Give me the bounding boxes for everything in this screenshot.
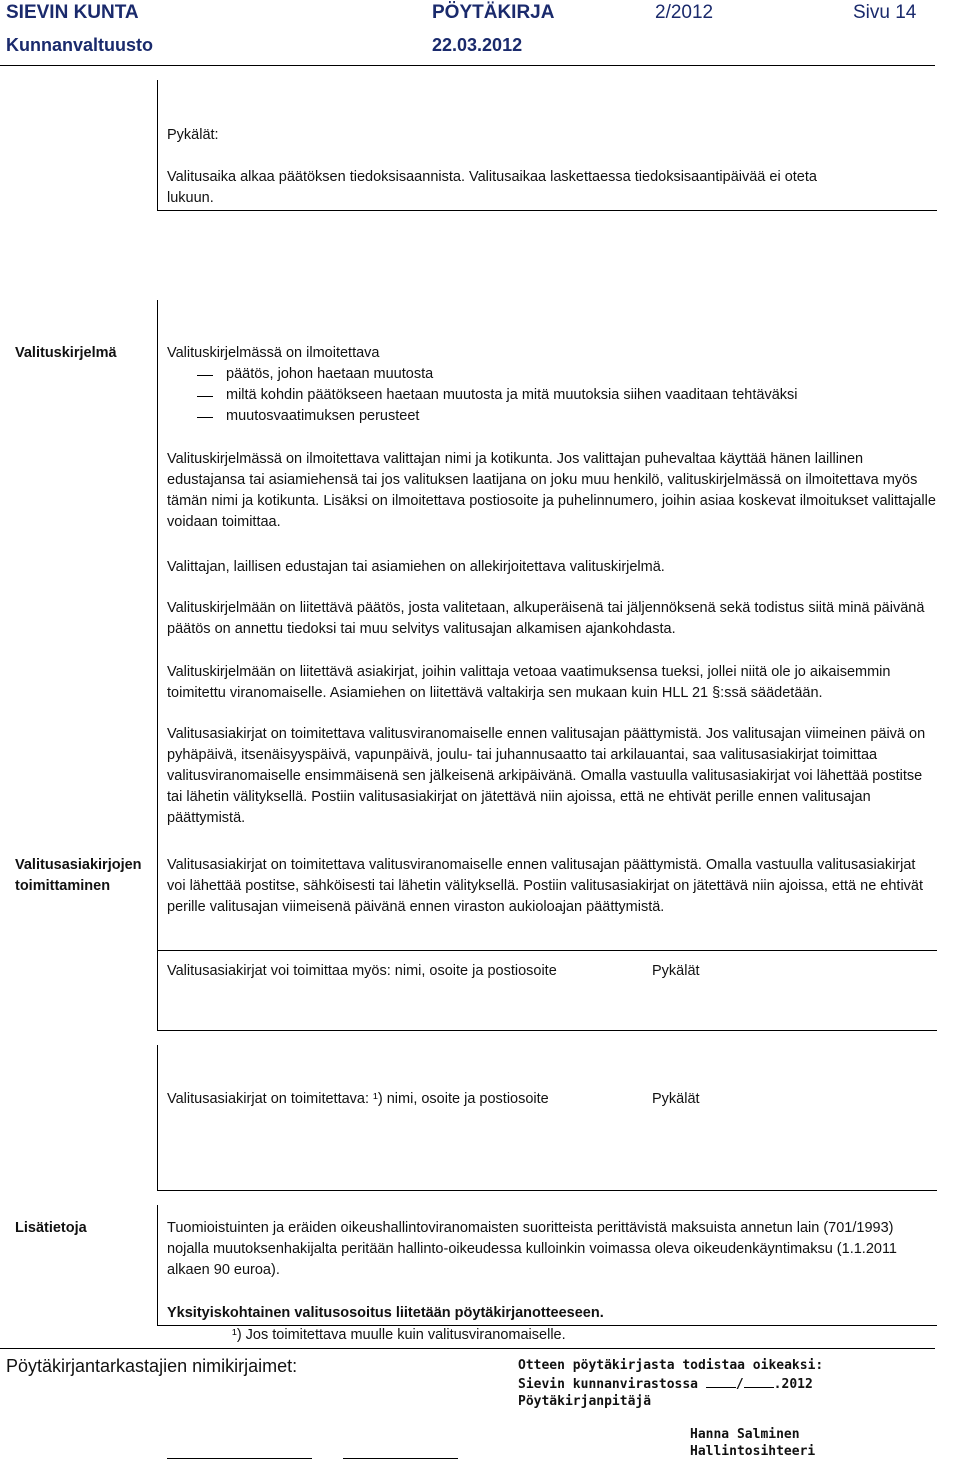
box3-left-rule [157, 950, 158, 1030]
page-number: Sivu 14 [853, 2, 917, 23]
row1-text: Valitusasiakirjat voi toimittaa myös: nimi, osoite ja postiosoite [167, 963, 557, 979]
box1-text: Valitusaika alkaa päätöksen tiedoksisaannista. Valitusaikaa laskettaessa tiedoksisaantipäivää ei oteta lukuun. [167, 169, 817, 206]
box5-left-rule [157, 1205, 158, 1325]
bold-note: Yksityiskohtainen valitusosoitus liitetään pöytäkirjanotteeseen. [167, 1305, 604, 1321]
signature-line-1 [167, 1458, 312, 1459]
doc-number: 2/2012 [655, 2, 714, 23]
bullet-item-3: muutosvaatimuksen perusteet [226, 408, 420, 424]
box4-bottom-rule [157, 1190, 937, 1191]
signatures-label: Pöytäkirjantarkastajien nimikirjaimet: [6, 1356, 298, 1376]
valituskirjelma-intro: Valituskirjelmässä on ilmoitettava [167, 345, 380, 361]
row2-label: Pykälät [652, 1091, 700, 1107]
section-label-lisatietoja: Lisätietoja [15, 1220, 87, 1236]
footnote: ¹) Jos toimitettava muulle kuin valitusviranomaiselle. [232, 1327, 566, 1343]
box4-left-rule [157, 1045, 158, 1190]
bullet-dash-2 [197, 396, 213, 397]
box2-bottom-rule [157, 950, 937, 951]
toimittaminen-text: Valitusasiakirjat on toimitettava valitusviranomaiselle ennen valitusajan päättymistä. Omalla vastuulla valitusasiakirjat voi lähettää postitse, sähköisesti tai lähetin välityksellä. Postiin valitusasiakirjat on jätettävä niin ajoissa, että ne ehtivät perille valitusajan viimeisenä päivänä ennen viraston aukioloajan päättymistä. [167, 857, 924, 915]
box1-label: Pykälät: [167, 127, 219, 143]
paragraph-2: Valittajan, laillisen edustajan tai asiamiehen on allekirjoitettava valituskirjelmä. [167, 559, 665, 575]
box1-left-rule [157, 80, 158, 210]
bullet-item-2: miltä kohdin päätökseen haetaan muutosta ja mitä muutoksia siihen vaaditaan tehtäväksi [226, 387, 798, 403]
bullet-dash-1 [197, 375, 213, 376]
lisatietoja-text: Tuomioistuinten ja eräiden oikeushallintoviranomaisten suoritteista perittävistä maksuista annetun lain (701/1993) nojalla muutoksenhakijalta peritään hallinto-oikeudessa kulloinkin voimassa oleva oikeudenkäyntimaksu (1.1.2011 alkaen 90 euroa). [167, 1220, 897, 1278]
cert-line-3: Pöytäkirjanpitäjä [518, 1394, 652, 1409]
box3-bottom-rule [157, 1030, 937, 1031]
meeting-date: 22.03.2012 [432, 35, 523, 55]
box1-bottom-rule [157, 210, 937, 211]
row2-text: Valitusasiakirjat on toimitettava: ¹) nimi, osoite ja postiosoite [167, 1091, 549, 1107]
cert-line-2 [518, 1375, 813, 1394]
cert-separator: / [735, 1377, 744, 1392]
header-rule [0, 65, 935, 66]
cert-year: .2012 [773, 1377, 813, 1392]
body-name: Kunnanvaltuusto [6, 35, 153, 55]
cert-line-1: Otteen pöytäkirjasta todistaa oikeaksi: [518, 1358, 824, 1373]
org-name: SIEVIN KUNTA [6, 2, 139, 23]
bullet-dash-3 [197, 417, 213, 418]
paragraph-4: Valituskirjelmään on liitettävä asiakirjat, joihin valittaja vetoaa vaatimuksensa tueksi, jollei niitä ole jo aikaisemmin toimitettu viranomaiselle. Asiamiehen on liitettävä valtakirja sen mukaan kuin HLL 21 §:ssä säädetään. [167, 664, 891, 701]
footer-rule [0, 1348, 935, 1349]
cert-office: Sievin kunnanvirastossa [518, 1377, 699, 1392]
row1-label: Pykälät [652, 963, 700, 979]
paragraph-1: Valituskirjelmässä on ilmoitettava valittajan nimi ja kotikunta. Jos valittajan puhevaltaa käyttää hänen laillinen edustajansa tai asiamiehensä tai jos valituksen laatijana on joku muu henkilö, valituskirjelmässä on ilmoitettava myös tämän nimi ja kotikunta. Lisäksi on ilmoitettava postiosoite ja puhelinnumero, joihin asiaa koskevat ilmoitukset valittajalle voidaan toimittaa. [167, 451, 936, 530]
signer-name: Hanna Salminen [690, 1427, 800, 1442]
signature-line-2 [343, 1458, 458, 1459]
doc-type: PÖYTÄKIRJA [432, 2, 555, 23]
bullet-item-1: päätös, johon haetaan muutosta [226, 366, 434, 382]
signer-title: Hallintosihteeri [690, 1444, 816, 1459]
box2-left-rule [157, 300, 158, 950]
paragraph-5: Valitusasiakirjat on toimitettava valitusviranomaiselle ennen valitusajan päättymistä. Jos valitusajan viimeinen päivä on pyhäpäivä, itsenäisyyspäivä, vapunpäivä, joulu- tai juhannusaatto tai arkilauantai, saa valitusasiakirjat toimittaa valitusviranomaiselle ensimmäisenä sen jälkeisenä arkipäivänä. Omalla vastuulla valitusasiakirjat voi lähettää postitse tai lähetin välityksellä. Postiin valitusasiakirjat on jätettävä niin ajoissa, että ne ehtivät perille ennen valitusajan päättymistä. [167, 726, 926, 826]
paragraph-3: Valituskirjelmään on liitettävä päätös, josta valitetaan, alkuperäisenä tai jäljennöksenä sekä todistus siitä minä päivänä päätös on annettu tiedoksi tai muu selvitys valitusajan alkamisen ajankohdasta. [167, 600, 925, 637]
section-label-valituskirjelma: Valituskirjelmä [15, 345, 117, 361]
section-label-toimittaminen: Valitusasiakirjojen toimittaminen [15, 857, 142, 894]
